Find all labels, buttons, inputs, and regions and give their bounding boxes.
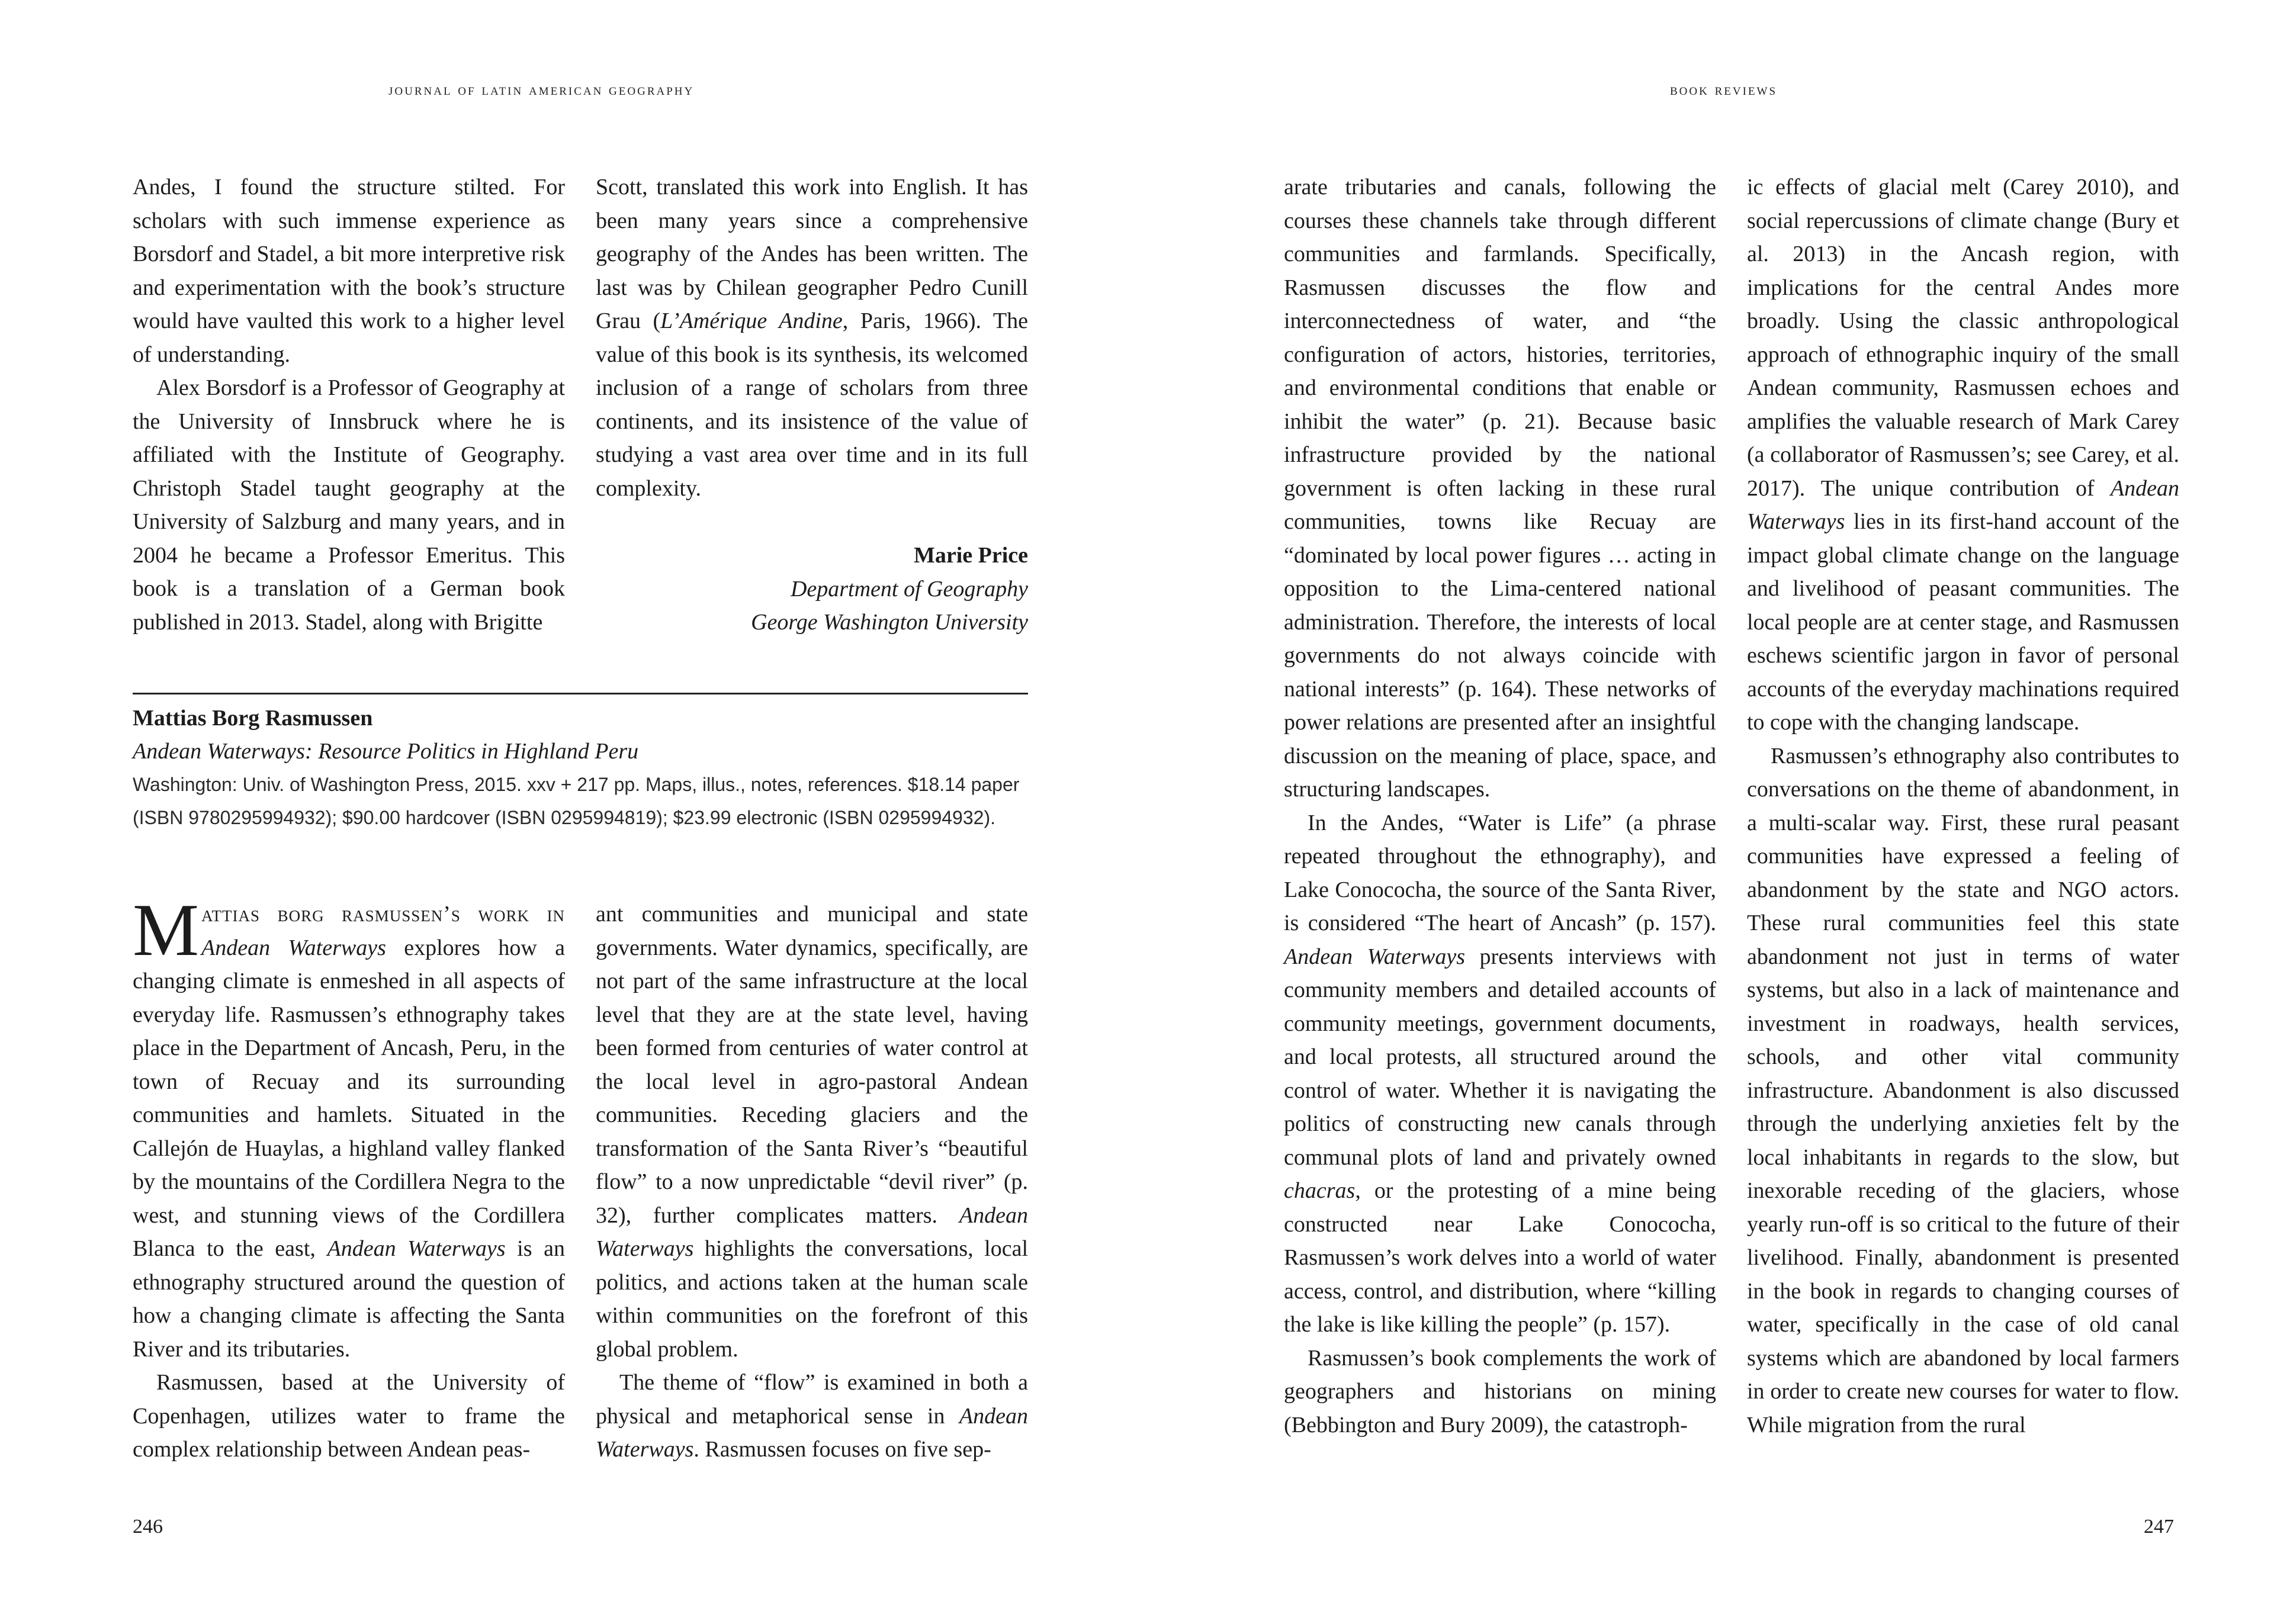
book-title: Andean Waterways [1747, 475, 2179, 534]
publication-details: Washington: Univ. of Washington Press, 2015. xxv + 217 pp. Maps, illus., notes, references. $18.14 paper (ISBN 9780295994932); $90.00 hardcover (ISBN 0295994819); $23.99 electronic (ISBN 0295994932). [133, 774, 1020, 828]
column-right-bottom [596, 898, 1028, 1467]
right-page [1137, 0, 2274, 1624]
reviewer-university: George Washington University [751, 610, 1028, 635]
text-run: is an ethnography structured around the question of how a changing climate is affecting the Santa River and its tributaries. [133, 1236, 566, 1362]
text-run: The theme of “flow” is examined in both a physical and metaphorical sense in [596, 1370, 1028, 1429]
paragraph: arate tributaries and canals, following the courses these channels take through different communities and farmlands. Specifically, Rasmussen discusses the flow and interconnectedness of water, and “the configuration of actors, histories, territories, and environmental conditions that enable or inhibit the water” (p. 21). Because basic infrastructure provided by the national government is often lacking in these rural communities, towns like Recuay are “dominated by local power figures … acting in opposition to the Lima-centered national administration. Therefore, the interests of local governments do not always coincide with national interests” (p. 164). These networks of power relations are presented after an insightful discussion on the meaning of place, space, and structuring landscapes. [1284, 175, 1716, 802]
review-header [133, 702, 1028, 834]
paragraph: Alex Borsdorf is a Professor of Geography at the University of Innsbruck where he is affiliated with the Institute of Geography. Christoph Stadel taught geography at the University of Salzburg and many years, and in 2004 he became a Professor Emeritus. This book is a translation of a German book published in 2013. Stadel, along with Brigitte [133, 375, 565, 635]
reviewer-name: Marie Price [913, 543, 1028, 568]
paragraph: Andes, I found the structure stilted. For scholars with such immense experience as Borsdorf and Stadel, a bit more interpretive risk and experimentation with the book’s structure would have vaulted this work to a higher level of understanding. [133, 175, 565, 367]
page-number: 247 [2144, 1516, 2174, 1538]
text-run: In the Andes, “Water is Life” (a phrase repeated throughout the ethnography), and Lake Conococha, the source of the Santa River, is considered “The heart of Ancash” (p. 157). [1284, 810, 1716, 935]
text-run: ic effects of glacial melt (Carey 2010), and social repercussions of climate change (Bury et al. 2013) in the Ancash region, with implications for the central Andes more broadly. Using the classic anthropological approach of ethnographic inquiry of the small Andean community, Rasmussen echoes and amplifies the valuable research of Mark Carey (a collaborator of Rasmussen’s; see Carey, et al. 2017). The unique contribution of [1747, 175, 2179, 501]
column-left-top [133, 171, 565, 639]
reviewer-department: Department of Geography [790, 576, 1028, 602]
text-run: Scott, translated this work into English. It has been many years since a comprehensive geography of the Andes has been written. The last was by Chilean geographer Pedro Cunill Grau ( [596, 175, 1028, 333]
running-head-section: book reviews [1670, 81, 1778, 98]
column-left-bottom [133, 889, 566, 1467]
paragraph [1747, 171, 2179, 739]
reviewer-signature [596, 539, 1028, 639]
paragraph [133, 889, 566, 1366]
column-right-top [596, 171, 1028, 505]
book-title: L’Amérique Andine [660, 308, 843, 333]
term: chacras [1284, 1178, 1356, 1203]
paragraph [596, 171, 1028, 505]
small-caps-opening: attias borg rasmussen’s work in [201, 902, 565, 927]
book-title: Andean Waterways: Resource Politics in Highland Peru [133, 739, 639, 764]
book-title: Andean Waterways [327, 1236, 506, 1261]
paragraph: Rasmussen, based at the University of Copenhagen, utilizes water to frame the complex relationship between Andean peas- [133, 1370, 565, 1462]
text-run: presents interviews with community members and detailed accounts of community meetings, government documents, and local protests, all structured around the control of water. Whether it is navigating the politics of constructing new canals through communal plots of land and privately owned [1284, 944, 1716, 1170]
paragraph: Rasmussen’s ethnography also contributes to conversations on the theme of abandonment, in a multi-scalar way. First, these rural peasant communities have expressed a feeling of abandonment by the state and NGO actors. These rural communities feel this state abandonment not just in terms of water systems, but also in a lack of maintenance and investment in roadways, health services, schools, and other vital community infrastructure. Abandonment is also discussed through the underlying anxieties felt by the local inhabitants in regards to the slow, but inexorable receding of the glaciers, whose yearly run-off is so critical to the future of their livelihood. Finally, abandonment is presented in the book in regards to changing courses of water, specifically in the case of old canal systems which are abandoned by local farmers in order to create new courses for water to flow. While migration from the rural [1747, 743, 2179, 1438]
text-run: explores how a changing climate is enmeshed in all aspects of everyday life. Rasmussen’s ethnography takes place in the Department of Ancash, Peru, in the town of Recuay and its surrounding communities and hamlets. Situated in the Callejón de Huaylas, a highland valley flanked by the mountains of the Cordillera Negra to the west, and stunning views of the Cordillera Blanca to the east, [133, 935, 565, 1261]
paragraph: Rasmussen’s book complements the work of geographers and historians on mining (Bebbington and Bury 2009), the catastroph- [1284, 1345, 1716, 1438]
paragraph [596, 1366, 1028, 1467]
text-run: ant communities and municipal and state governments. Water dynamics, specifically, are not part of the same infrastructure at the local level that they are at the state level, having been formed from centuries of water control at the local level in agro-pastoral Andean communities. Receding glaciers and the transformation of the Santa River’s “beautiful flow” to a now unpredictable “devil river” (p. 32), further complicates matters. [596, 902, 1028, 1228]
column-left [1284, 171, 1716, 1442]
text-run: highlights the conversations, local politics, and actions taken at the human scale within communities on the forefront of this global problem. [596, 1236, 1028, 1362]
drop-cap: M [133, 889, 200, 972]
text-run: , or the protesting of a mine being constructed near Lake Conococha, Rasmussen’s work delves into a world of water access, control, and distribution, where “killing the lake is like killing the people” (p. 157). [1284, 1178, 1716, 1337]
book-title: Andean Waterways [201, 935, 386, 960]
page-number: 246 [133, 1516, 163, 1538]
paragraph [1284, 806, 1716, 1342]
running-head-journal: journal of latin american geography [388, 81, 695, 98]
column-right [1747, 171, 2179, 1442]
paragraph [596, 898, 1028, 1366]
text-run: . Rasmussen focuses on five sep- [693, 1437, 991, 1462]
book-title: Andean Waterways [596, 1403, 1028, 1462]
text-run: lies in its first-hand account of the impact global climate change on the language and livelihood of peasant communities. The local people are at center stage, and Rasmussen eschews scientific jargon in favor of personal accounts of the everyday machinations required to cope with the changing landscape. [1747, 509, 2179, 735]
book-title: Andean Waterways [1284, 944, 1465, 969]
book-author: Mattias Borg Rasmussen [133, 706, 373, 731]
text-run: , Paris, 1966). The value of this book is its synthesis, its welcomed inclusion of a range of scholars from three continents, and its insistence of the value of studying a vast area over time and in its full complexity. [596, 308, 1029, 501]
book-title: Andean Waterways [596, 1202, 1028, 1261]
section-divider [133, 693, 1028, 694]
